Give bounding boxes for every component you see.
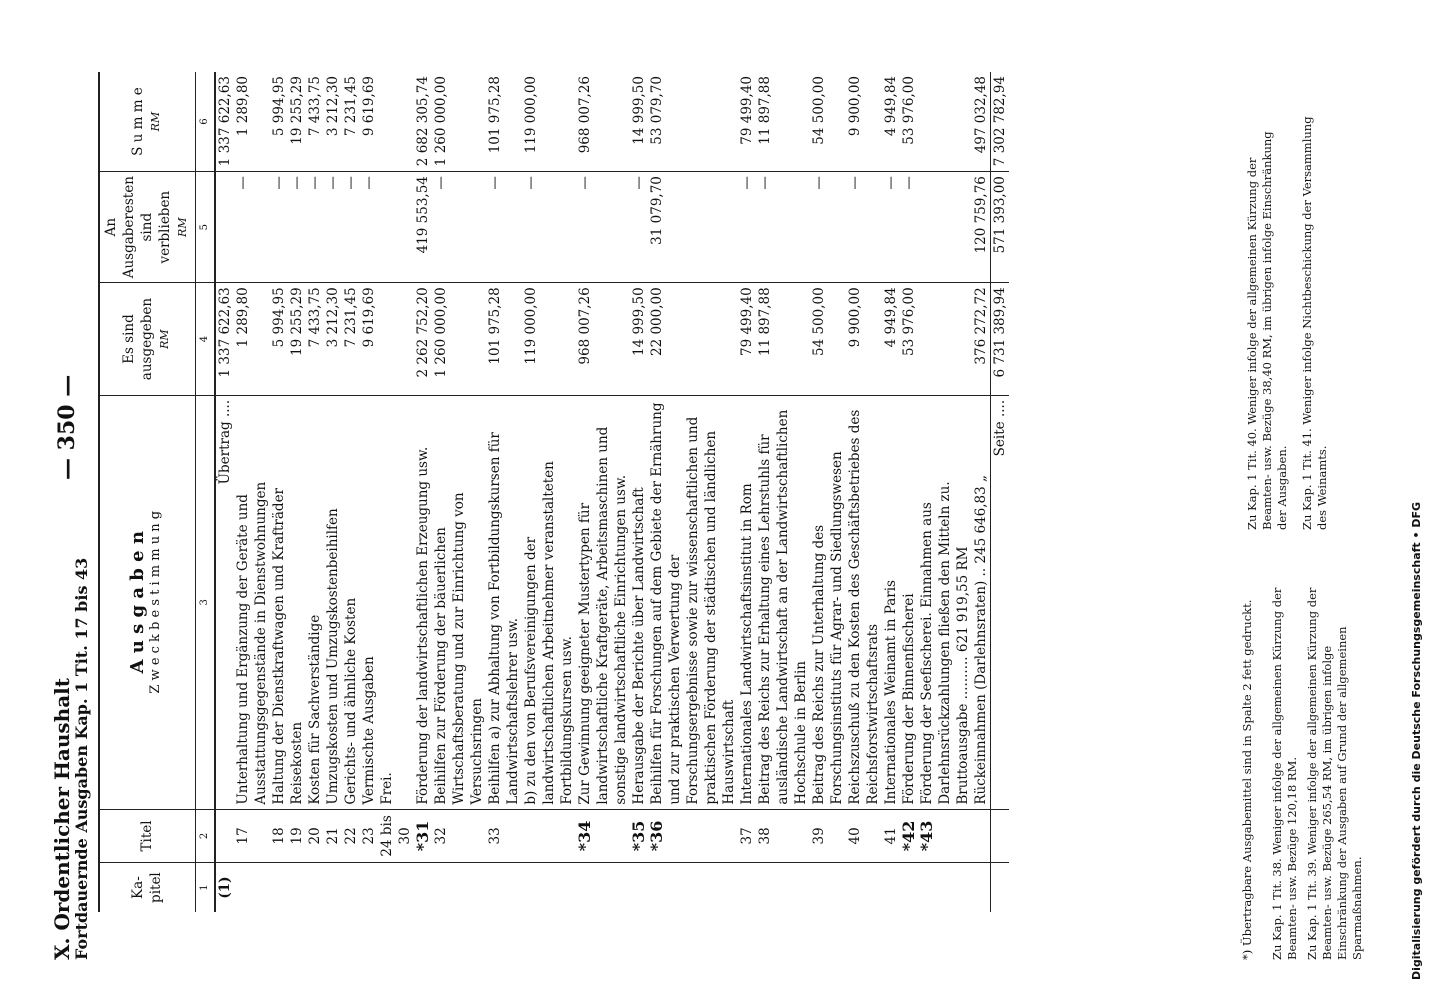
kapitel-cell: [486, 863, 522, 912]
table-row: [882, 72, 900, 912]
summe-cell: 79 499,40: [738, 76, 755, 145]
ausgegeben-cell: 4 949,84: [882, 283, 900, 396]
summe-cell: [378, 72, 414, 172]
zweck-cell: Bruttoausgabe .......... 621 919,55 RM: [954, 395, 972, 809]
titel-cell: 24 bis 30: [378, 809, 414, 862]
page-number: — 350 —: [54, 374, 80, 480]
kapitel-cell: [306, 863, 324, 912]
zweck-cell: Umzugskosten und Umzugskostenbeihilfen: [324, 395, 342, 809]
table-row: [486, 72, 522, 912]
col-ausgegeben: [99, 283, 195, 396]
summe-cell: 5 994,95: [270, 76, 287, 137]
ausgabereste-cell: —: [360, 172, 378, 283]
titel-cell: *42: [900, 809, 918, 862]
ausgegeben-cell: 53 976,00: [900, 283, 918, 396]
titel-cell: 23: [360, 809, 378, 862]
kapitel-cell: [414, 863, 432, 912]
table-row: [378, 72, 414, 912]
table-row: [900, 72, 918, 912]
zweck-cell: Zur Gewinnung geeigneter Mustertypen für landwirtschaftliche Kraftgeräte, Arbeitsmaschinen und sonstige landwirtschaftliche Einrichtungen usw.: [576, 395, 630, 809]
col-ausgabereste: [99, 172, 195, 283]
titel-cell: 19: [288, 809, 306, 862]
col-kapitel: Ka-pitel: [99, 863, 195, 912]
kapitel-cell: [288, 863, 306, 912]
zweck-cell: Internationales Weinamt in Paris: [882, 395, 900, 809]
ausgegeben-cell: 1 337 622,63: [215, 283, 234, 396]
summe-cell: 1 260 000,00: [432, 76, 449, 167]
kapitel-cell: [954, 863, 972, 912]
ausgabereste-cell: 419 553,54: [414, 172, 432, 283]
ausgegeben-cell: 3 212,30: [324, 283, 342, 396]
dfg-credit: Digitalisierung gefördert durch die Deutsche Forschungsgemeinschaft • DFG: [1410, 501, 1423, 980]
ausgegeben-cell: 119 000,00: [522, 283, 576, 396]
table-row: [648, 72, 738, 912]
titel-cell: 41: [882, 809, 900, 862]
ausgegeben-cell: 5 994,95: [270, 283, 288, 396]
col-ausgaben: [99, 395, 195, 809]
ausgabereste-cell: [378, 172, 414, 283]
unit-label: RM: [149, 111, 163, 132]
summe-cell: 7 231,45: [342, 76, 359, 137]
titel-cell: *35: [630, 809, 648, 862]
ausgegeben-cell: 79 499,40: [738, 283, 756, 396]
footnote-39: Zu Kap. 1 Tit. 39. Weniger infolge der allgemeinen Kürzung der Beamten- usw. Bezüge 265,54 RM, im übrigen infolge Einschränkung der Ausgaben auf Grund der allgemeinen Sparmaßnahmen.: [1305, 587, 1364, 960]
titel-cell: *36: [648, 809, 738, 862]
kapitel-cell: [234, 863, 270, 912]
ausgegeben-cell: 22 000,00: [648, 283, 738, 396]
summe-cell: 19 255,29: [288, 76, 305, 145]
ausgabereste-cell: —: [486, 172, 522, 283]
summe-cell: [918, 72, 954, 172]
kapitel-cell: [810, 863, 846, 912]
zweck-cell: Internationales Landwirtschaftsinstitut in Rom: [738, 395, 756, 809]
unit-label: RM: [158, 329, 172, 349]
zweck-cell: Kosten für Sachverständige: [306, 395, 324, 809]
summe-cell: 101 975,28: [486, 76, 503, 154]
table-row: [342, 72, 360, 912]
kapitel-cell: [756, 863, 810, 912]
zweck-cell: Beihilfen a) zur Abhaltung von Fortbildungskursen für Landwirtschaftslehrer usw.: [486, 395, 522, 809]
titel-cell: 18: [270, 809, 288, 862]
titel-cell: *43: [918, 809, 954, 862]
titel-cell: 39: [810, 809, 846, 862]
ausgabereste-cell: [918, 172, 954, 283]
kapitel-cell: [432, 863, 486, 912]
table-row: [414, 72, 432, 912]
footnote-40: Zu Kap. 1 Tit. 40. Weniger infolge der allgemeinen Kürzung der Beamten- usw. Bezüge 38,40 RM, im übrigen infolge Einschränkung der Ausgaben.: [1245, 131, 1289, 530]
ausgegeben-cell: 7 231,45: [342, 283, 360, 396]
zweck-cell: Beitrag des Reichs zur Unterhaltung des Forschungsinstituts für Agrar- und Siedlungswesen: [810, 395, 846, 809]
titel-cell: [972, 809, 991, 862]
ausgabereste-cell: —: [342, 172, 360, 283]
kapitel-cell: [882, 863, 900, 912]
titel-cell: 17: [234, 809, 270, 862]
table-row: [324, 72, 342, 912]
ausgabereste-cell: —: [432, 172, 486, 283]
zweck-cell: Reichszuschuß zu den Kosten des Geschäftsbetriebes des Reichsforstwirtschaftsrats: [846, 395, 882, 809]
ausgabereste-cell: —: [630, 172, 648, 283]
table-row: [630, 72, 648, 912]
col-num: 5: [195, 172, 215, 283]
titel-cell: *31: [414, 809, 432, 862]
zweck-cell: Vermischte Ausgaben: [360, 395, 378, 809]
ausgabereste-cell: —: [576, 172, 630, 283]
ausgegeben-cell: [954, 283, 972, 396]
total-label: Seite ....: [990, 395, 1009, 809]
col-num: 6: [195, 72, 215, 172]
section-title: X. Ordentlicher Haushalt: [50, 677, 74, 960]
titel-cell: [215, 809, 234, 862]
summe-cell: 9 619,69: [360, 76, 377, 137]
summe-cell: 53 976,00: [900, 76, 917, 145]
titel-cell: 22: [342, 809, 360, 862]
table-row: [234, 72, 270, 912]
col-ausgegeben-label: Es sind ausgegeben: [121, 297, 156, 381]
unit-label: RM: [176, 217, 190, 237]
table-row: [522, 72, 576, 912]
summe-cell: [954, 72, 972, 172]
ausgabereste-cell: 31 079,70: [648, 172, 738, 283]
table-row: [270, 72, 288, 912]
kapitel-cell: [378, 863, 414, 912]
summe-cell: 9 900,00: [846, 76, 863, 137]
table-row: [576, 72, 630, 912]
ausgegeben-cell: [378, 283, 414, 396]
ausgabereste-cell: —: [306, 172, 324, 283]
ausgegeben-cell: 9 900,00: [846, 283, 882, 396]
zweck-cell: Beihilfen für Forschungen auf dem Gebiete der Ernährung und zur praktischen Verwertung der Forschungsergebnisse sowie zur wissenschaftlichen und praktischen Förderung der städtischen und ländlichen Hauswirtschaft: [648, 395, 738, 809]
table-row: [738, 72, 756, 912]
titel-cell: 33: [486, 809, 522, 862]
budget-table: [98, 72, 1009, 912]
footnote-star: *) Übertragbare Ausgabemittel sind in Spalte 2 fett gedruckt.: [1240, 599, 1254, 960]
zweck-cell: Gerichts- und ähnliche Kosten: [342, 395, 360, 809]
zweck-cell: Frei.: [378, 395, 414, 809]
table-row: [810, 72, 846, 912]
col-num: 2: [195, 809, 215, 862]
zweck-cell: Beitrag des Reichs zur Erhaltung eines Lehrstuhls für ausländische Landwirtschaft an der Landwirtschaftlichen Hochschule in Berlin: [756, 395, 810, 809]
col-num: 4: [195, 283, 215, 396]
ausgabereste-cell: —: [810, 172, 846, 283]
summe-cell: 1 337 622,63: [216, 76, 233, 167]
table-row: [215, 72, 234, 912]
kapitel-cell: [324, 863, 342, 912]
zweck-cell: Beihilfen zur Förderung der bäuerlichen Wirtschaftsberatung und zur Einrichtung von Versuchsringen: [432, 395, 486, 809]
kapitel-cell: [576, 863, 630, 912]
col-titel: Titel: [99, 809, 195, 862]
summe-cell: 53 079,70: [648, 76, 665, 145]
kapitel-cell: [918, 863, 954, 912]
total-summe: 7 302 782,94: [990, 72, 1009, 172]
ausgegeben-cell: 101 975,28: [486, 283, 522, 396]
ausgabereste-cell: 120 759,76: [972, 172, 991, 283]
summe-cell: 7 433,75: [306, 76, 323, 137]
ausgegeben-cell: 14 999,50: [630, 283, 648, 396]
ausgegeben-cell: 54 500,00: [810, 283, 846, 396]
zweck-cell: Rückeinnahmen (Darlehnsraten) .. 245 646,83 „: [972, 395, 991, 809]
ausgegeben-cell: [918, 283, 954, 396]
table-row: [306, 72, 324, 912]
col-ausgaben-title: A u s g a b e n: [127, 531, 149, 674]
zweck-cell: Übertrag ....: [215, 395, 234, 809]
summe-cell: 968 007,26: [576, 76, 593, 154]
total-ausgabereste: 571 393,00: [990, 172, 1009, 283]
titel-cell: 38: [756, 809, 810, 862]
total-row: [990, 72, 1009, 912]
ausgegeben-cell: 9 619,69: [360, 283, 378, 396]
zweck-cell: Förderung der Binnenfischerei: [900, 395, 918, 809]
zweck-cell: b) zu den von Berufsvereinigungen der landwirtschaftlichen Arbeitnehmer veranstalteten Fortbildungskursen usw.: [522, 395, 576, 809]
summe-cell: 497 032,48: [972, 76, 989, 154]
titel-cell: 32: [432, 809, 486, 862]
summe-cell: 119 000,00: [522, 76, 539, 154]
table-row: [846, 72, 882, 912]
ausgegeben-cell: 19 255,29: [288, 283, 306, 396]
ausgabereste-cell: —: [882, 172, 900, 283]
kapitel-cell: [342, 863, 360, 912]
col-num: 3: [195, 395, 215, 809]
ausgabereste-cell: —: [846, 172, 882, 283]
col-summe-label: S u m m e: [130, 87, 147, 156]
table-row: [972, 72, 991, 912]
kapitel-cell: [738, 863, 756, 912]
zweck-cell: Reisekosten: [288, 395, 306, 809]
ausgegeben-cell: 11 897,88: [756, 283, 810, 396]
table-row: [954, 72, 972, 912]
ausgabereste-cell: —: [522, 172, 576, 283]
zweck-cell: Haltung der Dienstkraftwagen und Krafträder: [270, 395, 288, 809]
table-body: [215, 72, 991, 912]
ausgabereste-cell: —: [324, 172, 342, 283]
titel-cell: 40: [846, 809, 882, 862]
summe-cell: 3 212,30: [324, 76, 341, 137]
kapitel-cell: [846, 863, 882, 912]
table-row: [360, 72, 378, 912]
titel-cell: [954, 809, 972, 862]
titel-cell: [522, 809, 576, 862]
summe-cell: 54 500,00: [810, 76, 827, 145]
summe-cell: 4 949,84: [882, 76, 899, 137]
zweck-cell: Herausgabe der Berichte über Landwirtschaft: [630, 395, 648, 809]
table-row: [432, 72, 486, 912]
footnote-38: Zu Kap. 1 Tit. 38. Weniger infolge der allgemeinen Kürzung der Beamten- usw. Bezüge 120,18 RM.: [1270, 587, 1299, 960]
ausgegeben-cell: 376 272,72: [972, 283, 991, 396]
table-row: [918, 72, 954, 912]
ausgegeben-cell: 7 433,75: [306, 283, 324, 396]
summe-cell: 1 289,80: [234, 76, 251, 137]
kapitel-cell: [972, 863, 991, 912]
summe-cell: 2 682 305,74: [414, 76, 431, 167]
zweck-cell: Förderung der landwirtschaftlichen Erzeugung usw.: [414, 395, 432, 809]
kapitel-cell: (1): [215, 863, 234, 912]
kapitel-cell: [360, 863, 378, 912]
ausgabereste-cell: [215, 172, 234, 283]
titel-cell: 21: [324, 809, 342, 862]
col-summe: [99, 72, 195, 172]
col-ausgabereste-label: An Ausgaberesten sind verblieben: [103, 176, 174, 279]
kapitel-cell: [900, 863, 918, 912]
total-ausgegeben: 6 731 389,94: [990, 283, 1009, 396]
table-row: [288, 72, 306, 912]
ausgabereste-cell: —: [756, 172, 810, 283]
summe-cell: 14 999,50: [630, 76, 647, 145]
ausgabereste-cell: [954, 172, 972, 283]
titel-cell: 20: [306, 809, 324, 862]
table-row: [756, 72, 810, 912]
ausgabereste-cell: —: [234, 172, 270, 283]
summe-cell: 11 897,88: [756, 76, 773, 145]
col-zweck: Z w e c k b e s t i m m u n g: [148, 510, 164, 694]
ausgabereste-cell: —: [288, 172, 306, 283]
ausgabereste-cell: —: [270, 172, 288, 283]
ausgegeben-cell: 1 260 000,00: [432, 283, 486, 396]
kapitel-cell: [648, 863, 738, 912]
zweck-cell: Unterhaltung und Ergänzung der Geräte und Ausstattungsgegenstände in Dienstwohnungen: [234, 395, 270, 809]
kapitel-cell: [270, 863, 288, 912]
ausgegeben-cell: 2 262 752,20: [414, 283, 432, 396]
kapitel-cell: [522, 863, 576, 912]
titel-cell: *34: [576, 809, 630, 862]
footnote-41: Zu Kap. 1 Tit. 41. Weniger infolge Nichtbeschickung der Versammlung des Weinamts.: [1300, 116, 1329, 530]
ausgabereste-cell: —: [738, 172, 756, 283]
kapitel-cell: [630, 863, 648, 912]
ausgegeben-cell: 1 289,80: [234, 283, 270, 396]
section-subtitle: Fortdauernde Ausgaben Kap. 1 Tit. 17 bis 43: [72, 557, 91, 960]
col-num: 1: [195, 863, 215, 912]
zweck-cell: Förderung der Seefischerei. Einnahmen aus Darlehnsrückzahlungen fließen den Mitteln zu.: [918, 395, 954, 809]
ausgabereste-cell: —: [900, 172, 918, 283]
ausgegeben-cell: 968 007,26: [576, 283, 630, 396]
titel-cell: 37: [738, 809, 756, 862]
